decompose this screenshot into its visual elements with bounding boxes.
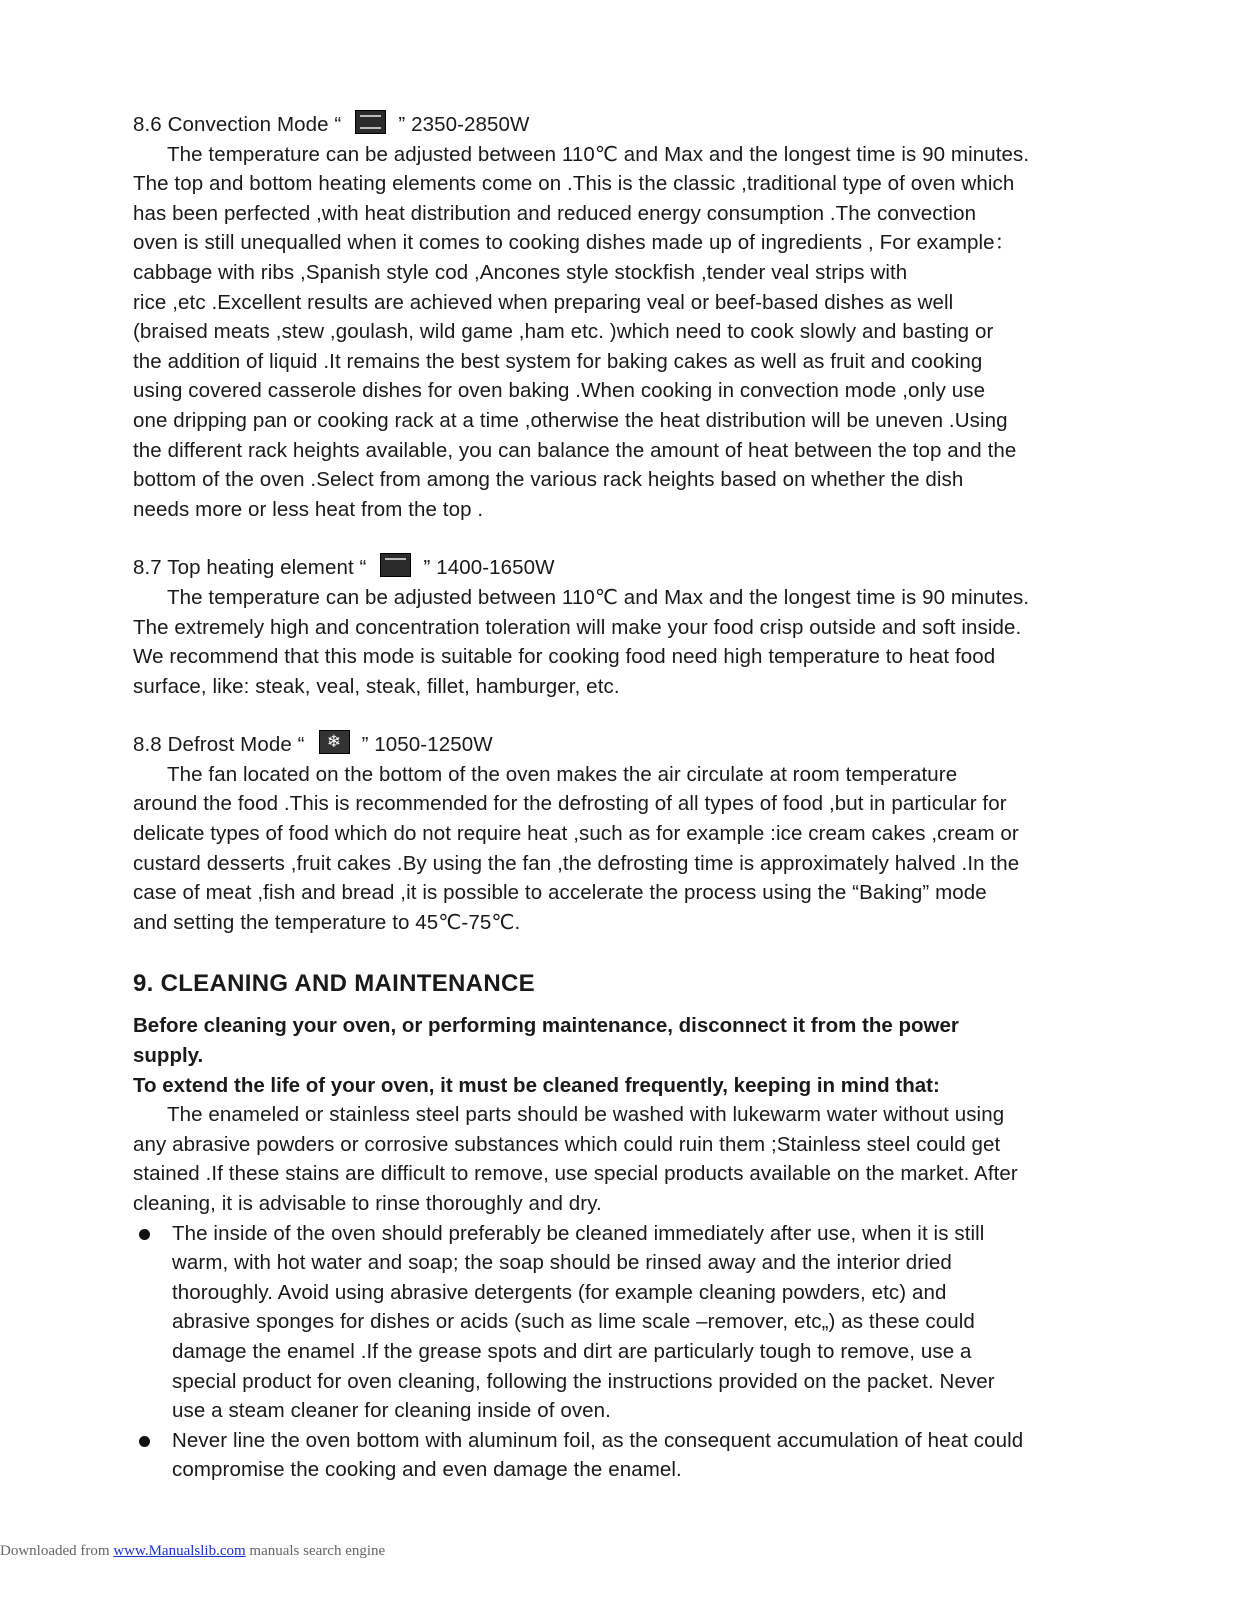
heading-8-7-suffix: ” 1400-1650W [423, 556, 555, 580]
text-line: and setting the temperature to 45℃-75℃. [133, 910, 521, 934]
convection-icon [355, 110, 386, 134]
text-line: using covered casserole dishes for oven baking .When cooking in convection mode ,only use [133, 379, 986, 403]
snowflake-icon: ❄ [319, 730, 350, 754]
text-line: rice ,etc .Excellent results are achieved when preparing veal or beef-based dishes as well [133, 290, 954, 314]
bullet-item [133, 1219, 1113, 1426]
text-line: surface, like: steak, veal, steak, fillet, hamburger, etc. [133, 674, 620, 698]
text-line: around the food .This is recommended for the defrosting of all types of food ,but in particular for [133, 792, 1007, 816]
bullet-dot-icon [139, 1436, 150, 1447]
heading-8-8 [133, 730, 1113, 760]
text-line: The fan located on the bottom of the oven makes the air circulate at room temperature [167, 762, 958, 786]
text-line: We recommend that this mode is suitable for cooking food need high temperature to heat food [133, 645, 996, 669]
heading-8-6-prefix: 8.6 Convection Mode “ [133, 113, 342, 136]
text-line: compromise the cooking and even damage the enamel. [172, 1458, 682, 1482]
text-line: The top and bottom heating elements come on .This is the classic ,traditional type of oven which [133, 172, 1015, 196]
text-line: abrasive sponges for dishes or acids (such as lime scale –remover, etc„) as these could [172, 1310, 975, 1334]
paragraph-8-8 [133, 760, 1113, 938]
footer-prefix: Downloaded from [0, 1543, 114, 1559]
text-line: one dripping pan or cooking rack at a time ,otherwise the heat distribution will be uneven .Using [133, 408, 1008, 432]
bold-line: Before cleaning your oven, or performing maintenance, disconnect it from the power [133, 1014, 959, 1038]
text-line: The enameled or stainless steel parts should be washed with lukewarm water without using [167, 1103, 1005, 1127]
bold-line: To extend the life of your oven, it must be cleaned frequently, keeping in mind that: [133, 1073, 940, 1097]
text-line: special product for oven cleaning, following the instructions provided on the packet. Never [172, 1369, 995, 1393]
text-line: the different rack heights available, you can balance the amount of heat between the top and the [133, 438, 1017, 462]
download-footer [0, 1543, 385, 1560]
text-line: The extremely high and concentration toleration will make your food crisp outside and soft inside. [133, 615, 1022, 639]
text-line: (braised meats ,stew ,goulash, wild game ,ham etc. )which need to cook slowly and basting or [133, 320, 994, 344]
paragraph-8-6 [133, 140, 1113, 525]
text-line: has been perfected ,with heat distribution and reduced energy consumption .The convection [133, 201, 977, 225]
text-line: The temperature can be adjusted between 110℃ and Max and the longest time is 90 minutes. [167, 585, 1030, 609]
text-line: thoroughly. Avoid using abrasive detergents (for example cleaning powders, etc) and [172, 1280, 947, 1304]
heading-8-7 [133, 553, 1113, 583]
bullet-dot-icon [139, 1229, 150, 1240]
section-title-cleaning: 9. CLEANING AND MAINTENANCE [133, 970, 535, 998]
text-line: warm, with hot water and soap; the soap should be rinsed away and the interior dried [172, 1251, 952, 1275]
bullet-item [133, 1426, 1113, 1485]
heading-8-7-prefix: 8.7 Top heating element “ [133, 556, 367, 580]
text-line: bottom of the oven .Select from among the various rack heights based on whether the dish [133, 468, 964, 492]
text-line: damage the enamel .If the grease spots and dirt are particularly tough to remove, use a [172, 1339, 972, 1363]
text-line: any abrasive powders or corrosive substances which could ruin them ;Stainless steel could get [133, 1132, 1001, 1156]
text-line: needs more or less heat from the top . [133, 497, 484, 521]
text-line: the addition of liquid .It remains the best system for baking cakes as well as fruit and cooking [133, 349, 983, 373]
manualslib-link[interactable]: www.Manualslib.com [113, 1543, 246, 1559]
paragraph-8-7 [133, 583, 1113, 701]
text-line: custard desserts ,fruit cakes .By using the fan ,the defrosting time is approximately halved .In the [133, 851, 1020, 875]
paragraph-cleaning [133, 1100, 1113, 1218]
text-line: use a steam cleaner for cleaning inside of oven. [172, 1399, 611, 1423]
text-line: stained .If these stains are difficult to remove, use special products available on the market. After [133, 1162, 1018, 1186]
text-line: cabbage with ribs ,Spanish style cod ,Ancones style stockfish ,tender veal strips with [133, 260, 908, 284]
heading-8-8-suffix: ” 1050-1250W [361, 733, 493, 757]
manual-page [133, 110, 1113, 1485]
text-line: oven is still unequalled when it comes to cooking dishes made up of ingredients , For example： [133, 231, 1016, 255]
text-line: The temperature can be adjusted between 110℃ and Max and the longest time is 90 minutes. [167, 142, 1030, 166]
heading-8-6 [133, 110, 1113, 140]
text-line: case of meat ,fish and bread ,it is possible to accelerate the process using the “Baking” mode [133, 881, 987, 905]
text-line: Never line the oven bottom with aluminum foil, as the consequent accumulation of heat could [172, 1428, 1024, 1452]
footer-suffix: manuals search engine [245, 1543, 386, 1559]
bold-line: supply. [133, 1044, 204, 1068]
text-line: The inside of the oven should preferably be cleaned immediately after use, when it is still [172, 1221, 985, 1245]
top-heating-icon [380, 553, 411, 577]
heading-8-6-suffix: ” 2350-2850W [398, 113, 530, 136]
text-line: cleaning, it is advisable to rinse thoroughly and dry. [133, 1192, 602, 1215]
text-line: delicate types of food which do not require heat ,such as for example :ice cream cakes ,cream or [133, 822, 1019, 846]
heading-8-8-prefix: 8.8 Defrost Mode “ [133, 733, 305, 757]
